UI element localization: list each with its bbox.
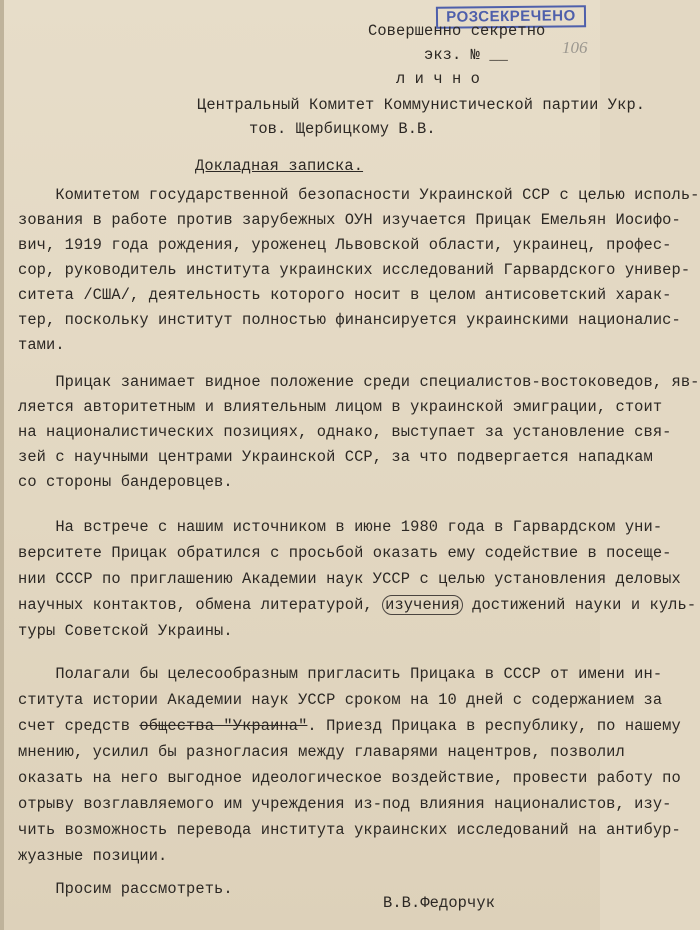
text-line: чить возможность перевода института украинских исследований на антибур- [18, 821, 681, 839]
text-line: туры Советской Украины. [18, 622, 233, 640]
text-segment: счет средств [18, 717, 140, 735]
circled-word: изучения [382, 595, 463, 615]
text-line: тер, поскольку институт полностью финансируется украинскими националис- [18, 311, 681, 329]
signature: В.В.Федорчук [383, 894, 496, 912]
text-line: ситета /США/, деятельность которого носит в целом антисоветский харак- [18, 286, 672, 304]
closing-request: Просим рассмотреть. [18, 880, 233, 898]
struck-text: общества "Украина" [139, 717, 308, 735]
text-line: Прицак занимает видное положение среди специалистов-востоковедов, яв- [18, 373, 700, 391]
text-segment: научных контактов, обмена литературой, [18, 596, 383, 614]
addressee-person: тов. Щербицкому В.В. [249, 120, 436, 138]
text-line: вич, 1919 года рождения, уроженец Львовской области, украинец, профес- [18, 236, 672, 254]
copy-number: экз. № __ [424, 46, 509, 64]
text-line [18, 717, 681, 735]
text-line: Комитетом государственной безопасности Украинской ССР с целью исполь- [18, 186, 700, 204]
text-line: нии СССР по приглашению Академии наук УССР с целью установления деловых [18, 570, 681, 588]
text-line: ститута истории Академии наук УССР сроком на 10 дней с содержанием за [18, 691, 663, 709]
text-line: сор, руководитель института украинских исследований Гарвардского универ- [18, 261, 691, 279]
text-line: жуазные позиции. [18, 847, 168, 865]
text-segment: . Приезд Прицака в республику, по нашему [307, 717, 681, 735]
text-line: со стороны бандеровцев. [18, 473, 233, 491]
addressee-organization: Центральный Комитет Коммунистической партии Укр. [197, 96, 646, 114]
page-edge [0, 0, 4, 930]
text-line: Полагали бы целесообразным пригласить Прицака в СССР от имени ин- [18, 665, 663, 683]
document-title: Докладная записка. [195, 157, 364, 175]
text-line: зования в работе против зарубежных ОУН изучается Прицак Емельян Иосифо- [18, 211, 681, 229]
text-line: На встрече с нашим источником в июне 1980 года в Гарвардском уни- [18, 518, 663, 536]
text-line [18, 596, 696, 614]
text-line: мнению, усилил бы разногласия между главарями нацентров, позволил [18, 743, 625, 761]
declassified-stamp: РОЗСЕКРЕЧЕНО [436, 5, 586, 29]
text-line: отрыву возглавляемого им учреждения из-под влияния националистов, изу- [18, 795, 672, 813]
text-segment: достижений науки и куль- [462, 596, 697, 614]
classification-mark: Совершенно секретно [368, 22, 546, 40]
text-line: ляется авторитетным и влиятельным лицом в украинской эмиграции, стоит [18, 398, 663, 416]
text-line: верситете Прицак обратился с просьбой оказать ему содействие в посеще- [18, 544, 672, 562]
folio-number: 106 [562, 38, 588, 57]
text-line: тами. [18, 336, 65, 354]
text-line: зей с научными центрами Украинской ССР, за что подвергается нападкам [18, 448, 653, 466]
text-line: на националистических позициях, однако, выступает за установление свя- [18, 423, 672, 441]
personal-mark: л и ч н о [396, 70, 481, 88]
text-line: оказать на него выгодное идеологическое воздействие, провести работу по [18, 769, 681, 787]
